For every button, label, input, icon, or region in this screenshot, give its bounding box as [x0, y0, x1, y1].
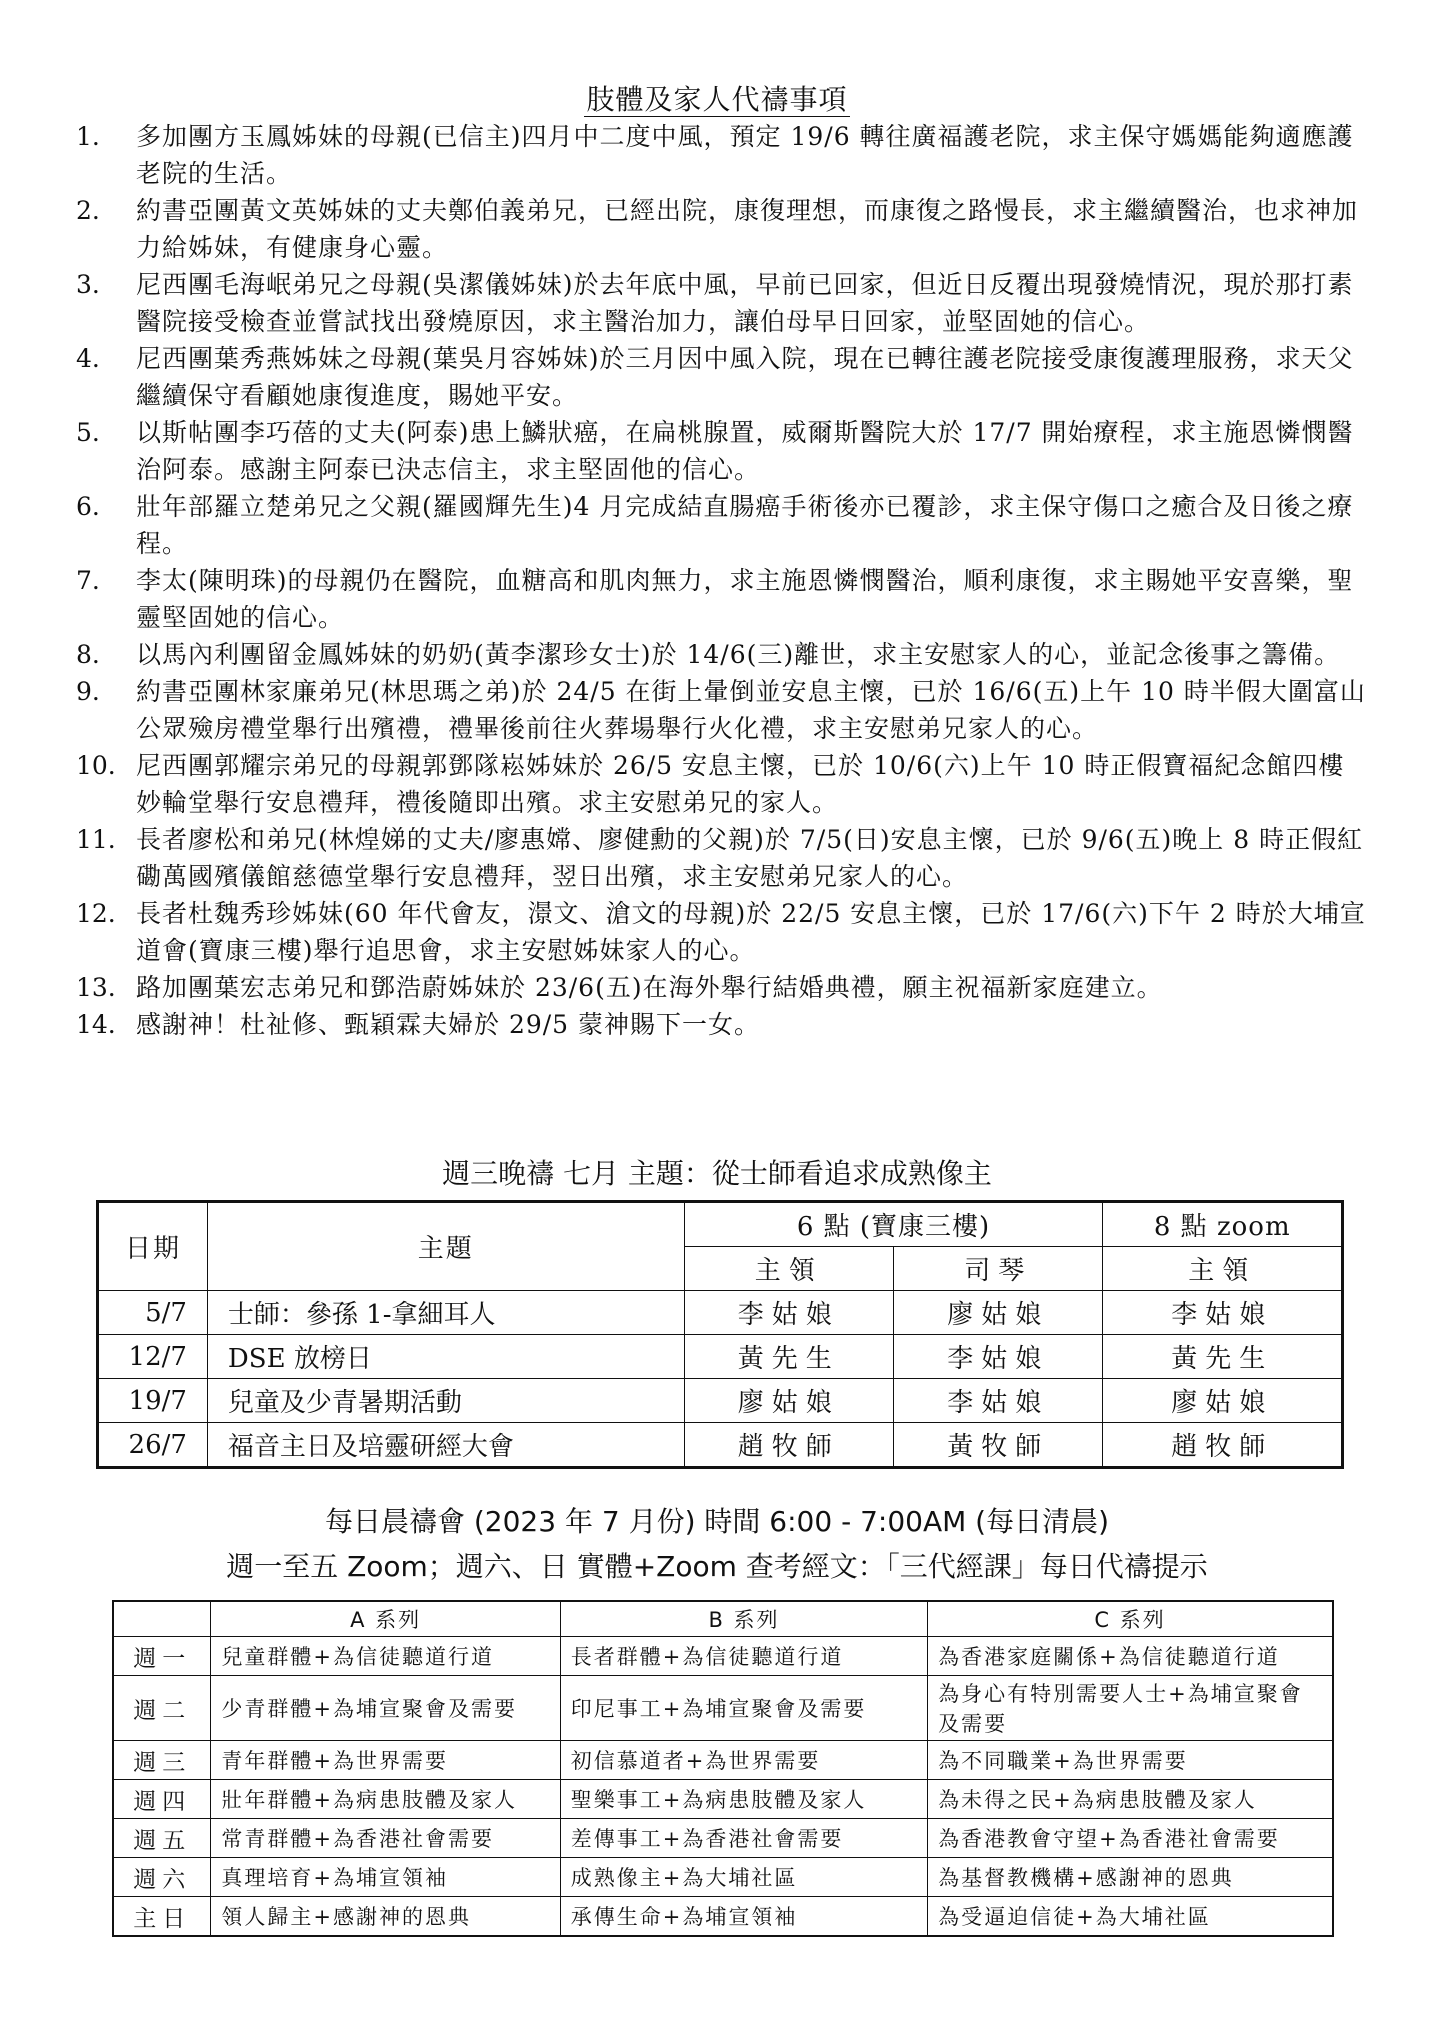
item-number: 1. [76, 122, 100, 151]
morning-rows [113, 1637, 1333, 1937]
item-number: 8. [76, 640, 100, 669]
series-a-cell: 兒童群體+為信徒聽道行道 [211, 1637, 560, 1676]
day-cell: 週六 [113, 1858, 211, 1897]
wednesday-table [96, 1200, 1344, 1469]
table-row [113, 1637, 1333, 1676]
table-row [98, 1291, 1343, 1335]
item-text: 感謝神！杜祉修、甄穎霖夫婦於 29/5 蒙神賜下一女。 [136, 1010, 761, 1039]
item-number: 12. [76, 899, 116, 928]
series-c-cell: 為不同職業+為世界需要 [928, 1741, 1333, 1780]
subheader-piano: 司琴 [894, 1247, 1103, 1291]
item-text: 路加團葉宏志弟兄和鄧浩蔚姊妹於 23/6(五)在海外舉行結婚典禮，願主祝福新家庭建立。 [136, 973, 1163, 1002]
item-text: 長者廖松和弟兄(林煌娣的丈夫/廖惠嫦、廖健勳的父親)於 7/5(日)安息主懷，已於 9/6(五)晚上 8 時正假紅磡萬國殯儀館慈德堂舉行安息禮拜，翌日出殯，求主安慰弟兄家人的心。 [136, 825, 1364, 891]
header-six: 6 點 (寶康三樓) [684, 1202, 1103, 1247]
table-row [113, 1897, 1333, 1937]
series-c-cell: 為未得之民+為病患肢體及家人 [928, 1780, 1333, 1819]
leader-cell: 黃先生 [684, 1335, 893, 1379]
header-b: B 系列 [560, 1601, 927, 1637]
list-item [76, 895, 1366, 969]
list-item [76, 636, 1366, 673]
series-b-cell: 成熟像主+為大埔社區 [560, 1858, 927, 1897]
zoom-leader-cell: 黃先生 [1103, 1335, 1343, 1379]
series-a-cell: 真理培育+為埔宣領袖 [211, 1858, 560, 1897]
series-c-cell: 為受逼迫信徒+為大埔社區 [928, 1897, 1333, 1937]
date-cell: 19/7 [98, 1379, 208, 1423]
day-cell: 週四 [113, 1780, 211, 1819]
item-text: 尼西團毛海岷弟兄之母親(吳潔儀姊妹)於去年底中風，早前已回家，但近日反覆出現發燒情況，現於那打素醫院接受檢查並嘗試找出發燒原因，求主醫治加力，讓伯母早日回家，並堅固她的信心。 [136, 270, 1354, 336]
day-cell: 週三 [113, 1741, 211, 1780]
series-b-cell: 承傳生命+為埔宣領袖 [560, 1897, 927, 1937]
series-a-cell: 青年群體+為世界需要 [211, 1741, 560, 1780]
table-row [98, 1335, 1343, 1379]
page-title [0, 78, 1434, 118]
item-number: 7. [76, 566, 100, 595]
day-cell: 主日 [113, 1897, 211, 1937]
list-item [76, 118, 1366, 192]
item-text: 約書亞團黃文英姊妹的丈夫鄭伯義弟兄，已經出院，康復理想，而康復之路慢長，求主繼續醫治，也求神加力給姊妹，有健康身心靈。 [136, 196, 1359, 262]
subheader-leader: 主領 [684, 1247, 893, 1291]
list-item [76, 488, 1366, 562]
series-c-cell: 為身心有特別需要人士+為埔宣聚會及需要 [928, 1676, 1333, 1741]
day-cell: 週一 [113, 1637, 211, 1676]
table-row [113, 1819, 1333, 1858]
leader-cell: 趙牧師 [684, 1423, 893, 1468]
series-a-cell: 常青群體+為香港社會需要 [211, 1819, 560, 1858]
date-cell: 5/7 [98, 1291, 208, 1335]
page-title-text: 肢體及家人代禱事項 [586, 83, 848, 116]
series-b-cell: 長者群體+為信徒聽道行道 [560, 1637, 927, 1676]
list-item [76, 192, 1366, 266]
item-text: 尼西團葉秀燕姊妹之母親(葉吳月容姊妹)於三月因中風入院，現在已轉往護老院接受康復護理服務，求天父繼續保守看顧她康復進度，賜她平安。 [136, 344, 1354, 410]
item-number: 9. [76, 677, 100, 706]
wednesday-title: 週三晚禱 七月 主題：從士師看追求成熟像主 [442, 1157, 992, 1190]
header-eight: 8 點 zoom [1103, 1202, 1343, 1247]
morning-table [112, 1600, 1334, 1937]
item-number: 10. [76, 751, 116, 780]
header-theme: 主題 [207, 1202, 684, 1291]
item-number: 4. [76, 344, 100, 373]
table-row [113, 1858, 1333, 1897]
zoom-leader-cell: 李姑娘 [1103, 1291, 1343, 1335]
list-item [76, 414, 1366, 488]
leader-cell: 李姑娘 [684, 1291, 893, 1335]
morning-subtitle: 週一至五 Zoom；週六、日 實體+Zoom 查考經文：「三代經課」每日代禱提示 [226, 1550, 1208, 1583]
item-text: 以斯帖團李巧蓓的丈夫(阿泰)患上鱗狀癌，在扁桃腺置，威爾斯醫院大於 17/7 開始療程，求主施恩憐憫醫治阿泰。感謝主阿泰已決志信主，求主堅固他的信心。 [136, 418, 1354, 484]
date-cell: 26/7 [98, 1423, 208, 1468]
item-text: 以馬內利團留金鳳姊妹的奶奶(黃李潔珍女士)於 14/6(三)離世，求主安慰家人的心，並記念後事之籌備。 [136, 640, 1341, 669]
series-a-cell: 少青群體+為埔宣聚會及需要 [211, 1676, 560, 1741]
zoom-leader-cell: 廖姑娘 [1103, 1379, 1343, 1423]
theme-cell: DSE 放榜日 [207, 1335, 684, 1379]
series-c-cell: 為基督教機構+感謝神的恩典 [928, 1858, 1333, 1897]
list-item [76, 673, 1366, 747]
prayer-list [76, 118, 1366, 1043]
header-blank [113, 1601, 211, 1637]
piano-cell: 廖姑娘 [894, 1291, 1103, 1335]
day-cell: 週二 [113, 1676, 211, 1741]
list-item [76, 266, 1366, 340]
list-item [76, 969, 1366, 1006]
item-number: 6. [76, 492, 100, 521]
item-number: 13. [76, 973, 116, 1002]
item-text: 李太(陳明珠)的母親仍在醫院，血糖高和肌肉無力，求主施恩憐憫醫治，順利康復，求主賜她平安喜樂，聖靈堅固她的信心。 [136, 566, 1354, 632]
header-date: 日期 [98, 1202, 208, 1291]
wednesday-rows [98, 1291, 1343, 1468]
series-b-cell: 聖樂事工+為病患肢體及家人 [560, 1780, 927, 1819]
item-text: 尼西團郭耀宗弟兄的母親郭鄧隊崧姊妹於 26/5 安息主懷，已於 10/6(六)上午 10 時正假寶福紀念館四樓妙輪堂舉行安息禮拜，禮後隨即出殯。求主安慰弟兄的家人。 [136, 751, 1345, 817]
table-row [113, 1676, 1333, 1741]
leader-cell: 廖姑娘 [684, 1379, 893, 1423]
date-cell: 12/7 [98, 1335, 208, 1379]
theme-cell: 兒童及少青暑期活動 [207, 1379, 684, 1423]
series-b-cell: 印尼事工+為埔宣聚會及需要 [560, 1676, 927, 1741]
series-b-cell: 差傳事工+為香港社會需要 [560, 1819, 927, 1858]
series-b-cell: 初信慕道者+為世界需要 [560, 1741, 927, 1780]
list-item [76, 747, 1366, 821]
list-item [76, 1006, 1366, 1043]
item-number: 2. [76, 196, 100, 225]
series-c-cell: 為香港教會守望+為香港社會需要 [928, 1819, 1333, 1858]
item-number: 11. [76, 825, 116, 854]
piano-cell: 李姑娘 [894, 1379, 1103, 1423]
item-text: 長者杜魏秀珍姊妹(60 年代會友，澋文、滄文的母親)於 22/5 安息主懷，已於 17/6(六)下午 2 時於大埔宣道會(寶康三樓)舉行追思會，求主安慰姊妹家人的心。 [136, 899, 1366, 965]
table-row [113, 1741, 1333, 1780]
table-row [98, 1379, 1343, 1423]
day-cell: 週五 [113, 1819, 211, 1858]
item-text: 壯年部羅立楚弟兄之父親(羅國輝先生)4 月完成結直腸癌手術後亦已覆診，求主保守傷口之癒合及日後之療程。 [136, 492, 1354, 558]
theme-cell: 士師：參孫 1-拿細耳人 [207, 1291, 684, 1335]
header-c: C 系列 [928, 1601, 1333, 1637]
list-item [76, 562, 1366, 636]
series-c-cell: 為香港家庭關係+為信徒聽道行道 [928, 1637, 1333, 1676]
piano-cell: 李姑娘 [894, 1335, 1103, 1379]
piano-cell: 黃牧師 [894, 1423, 1103, 1468]
zoom-leader-cell: 趙牧師 [1103, 1423, 1343, 1468]
item-number: 3. [76, 270, 100, 299]
table-row [98, 1423, 1343, 1468]
series-a-cell: 壯年群體+為病患肢體及家人 [211, 1780, 560, 1819]
list-item [76, 821, 1366, 895]
subheader-leader-zoom: 主領 [1103, 1247, 1343, 1291]
header-a: A 系列 [211, 1601, 560, 1637]
morning-title: 每日晨禱會 (2023 年 7 月份) 時間 6:00 - 7:00AM (每日清晨) [324, 1505, 1110, 1538]
series-a-cell: 領人歸主+感謝神的恩典 [211, 1897, 560, 1937]
item-text: 約書亞團林家廉弟兄(林思瑪之弟)於 24/5 在街上暈倒並安息主懷，已於 16/6(五)上午 10 時半假大圍富山公眾殮房禮堂舉行出殯禮，禮畢後前往火葬場舉行火化禮，求主安慰弟兄家人的心。 [136, 677, 1366, 743]
theme-cell: 福音主日及培靈研經大會 [207, 1423, 684, 1468]
table-row [113, 1780, 1333, 1819]
item-number: 14. [76, 1010, 116, 1039]
item-text: 多加團方玉鳳姊妹的母親(已信主)四月中二度中風，預定 19/6 轉往廣福護老院，求主保守媽媽能夠適應護老院的生活。 [136, 122, 1354, 188]
list-item [76, 340, 1366, 414]
item-number: 5. [76, 418, 100, 447]
